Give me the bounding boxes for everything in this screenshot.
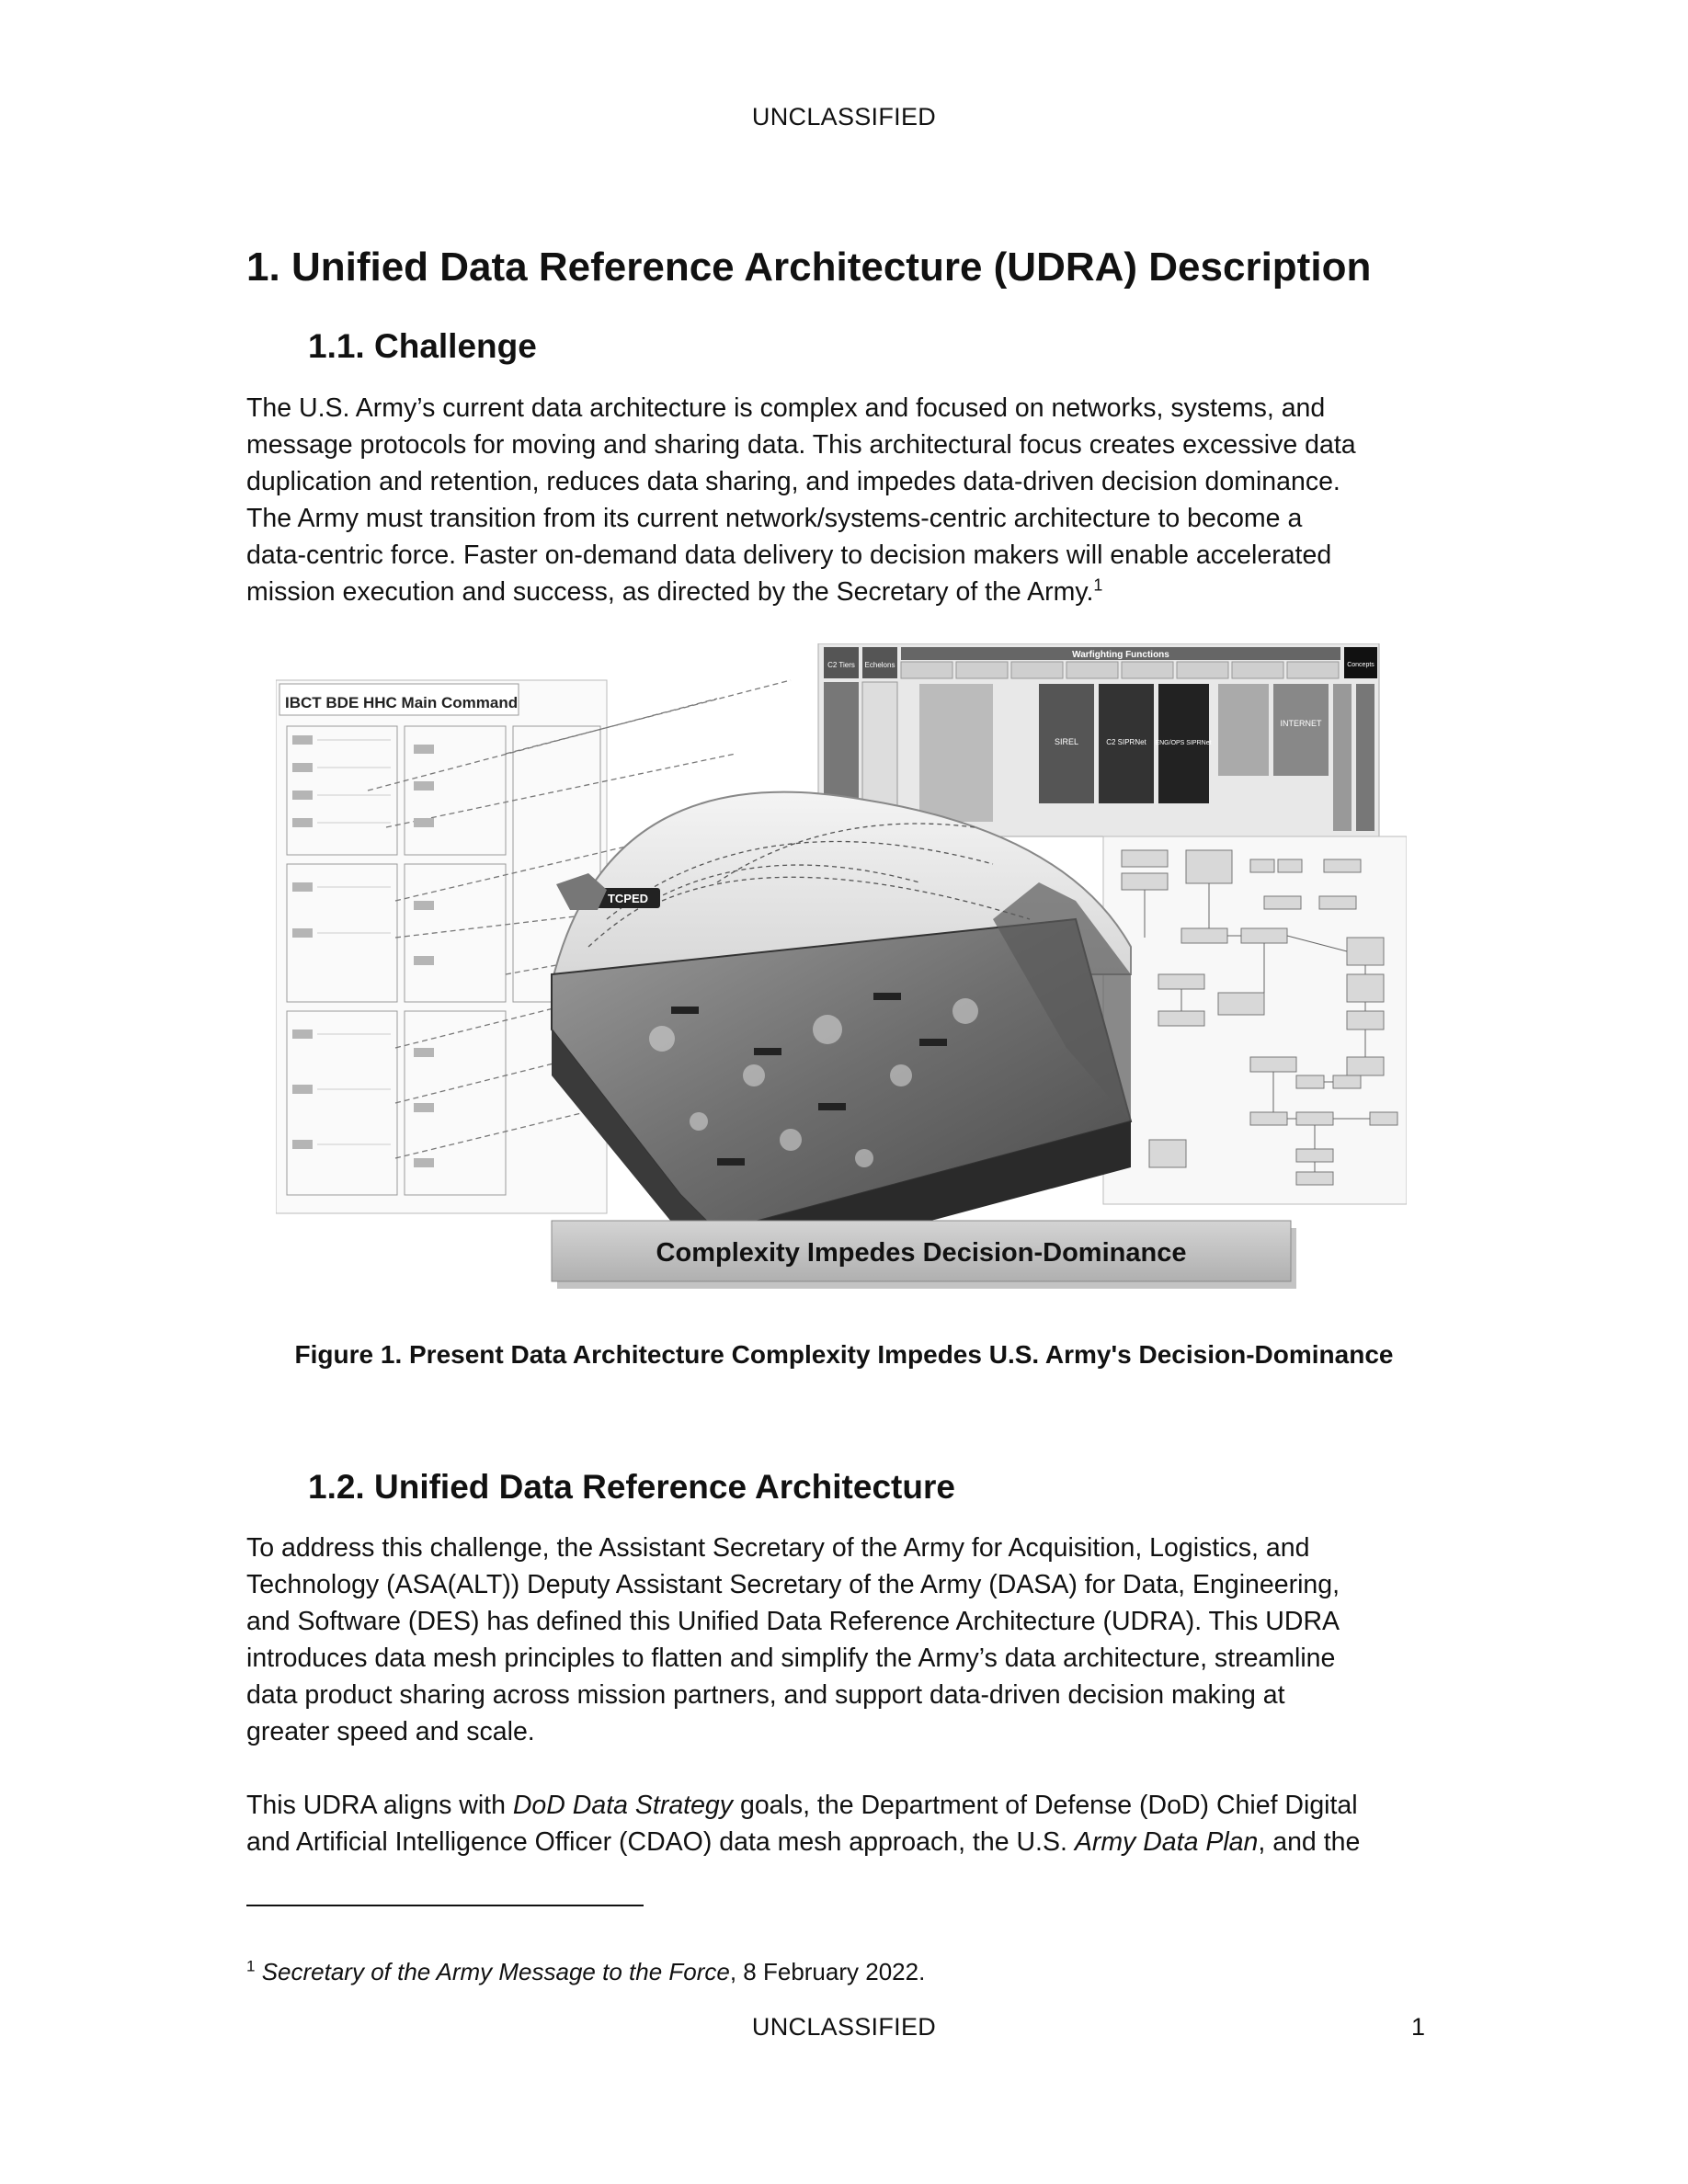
- text-line: The U.S. Army’s current data architecture is complex and focused on networks, systems, and: [246, 393, 1326, 423]
- sirel-label: SIREL: [1054, 737, 1079, 746]
- text-line: introduces data mesh principles to flatten and simplify the Army’s data architecture, streamline: [246, 1644, 1336, 1673]
- challenge-paragraph: [246, 390, 1442, 610]
- text-line: and Software (DES) has defined this Unified Data Reference Architecture (UDRA). This UDRA: [246, 1607, 1340, 1636]
- section-1-1-heading: [308, 327, 537, 366]
- concepts-label: Concepts: [1347, 662, 1374, 668]
- complexity-banner: [552, 1221, 1296, 1289]
- figure-1-illustration: [276, 643, 1407, 1296]
- tcped-label: TCPED: [607, 892, 649, 905]
- warfighting-functions-label: Warfighting Functions: [1072, 650, 1169, 660]
- figure-caption: Figure 1. Present Data Architecture Complexity Impedes U.S. Army's Decision-Dominance: [294, 1340, 1394, 1369]
- banner-text: Complexity Impedes Decision-Dominance: [656, 1238, 1187, 1268]
- text-run: and Artificial Intelligence Officer (CDAO) data mesh approach, the U.S.: [246, 1827, 1075, 1857]
- classification-marking-top: UNCLASSIFIED: [751, 103, 937, 131]
- text-line: Technology (ASA(ALT)) Deputy Assistant Secretary of the Army (DASA) for Data, Engineering,: [246, 1570, 1340, 1599]
- text-line: mission execution and success, as directed by the Secretary of the Army.: [246, 577, 1094, 607]
- section-1-2-heading: [308, 1468, 955, 1507]
- text-run: goals, the Department of Defense (DoD) Chief Digital: [733, 1791, 1358, 1820]
- internet-label: INTERNET: [1280, 719, 1322, 728]
- document-title-italic: DoD Data Strategy: [512, 1791, 734, 1820]
- text-line: The Army must transition from its current network/systems-centric architecture to become a: [246, 504, 1303, 533]
- section-title: Challenge: [374, 327, 537, 365]
- document-title-italic: Army Data Plan: [1074, 1827, 1259, 1857]
- battlefield-terrain-illustration: [552, 792, 1131, 1278]
- engops-siprnet-label: ENG/OPS SIPRNet: [1155, 740, 1212, 746]
- section-number: 1.1.: [308, 327, 365, 365]
- footnote-title: Secretary of the Army Message to the Force: [261, 1958, 730, 1985]
- c2-tiers-label: C2 Tiers: [827, 661, 855, 669]
- architecture-title: IBCT BDE HHC Main Command: [285, 694, 519, 711]
- section-number: 1.2.: [308, 1468, 365, 1506]
- text-line: [246, 1824, 1442, 1860]
- text-line: duplication and retention, reduces data sharing, and impedes data-driven decision dominance.: [246, 467, 1340, 496]
- text-line: data product sharing across mission partners, and support data-driven decision making at: [246, 1680, 1285, 1710]
- footnote-reference[interactable]: 1: [1093, 575, 1103, 595]
- text-line: greater speed and scale.: [246, 1717, 535, 1746]
- text-line: [246, 1787, 1442, 1824]
- text-line: data-centric force. Faster on-demand data delivery to decision makers will enable accelerated: [246, 540, 1332, 570]
- footnote-text: , 8 February 2022.: [729, 1958, 926, 1985]
- section-number: 1.: [246, 245, 280, 290]
- section-title: Unified Data Reference Architecture: [374, 1468, 955, 1506]
- section-title: Unified Data Reference Architecture (UDRA) Description: [291, 245, 1372, 290]
- udra-paragraph-1: [246, 1530, 1442, 1750]
- classification-marking-bottom: UNCLASSIFIED: [751, 2013, 937, 2041]
- c2-siprnet-label: C2 SIPRNet: [1106, 738, 1146, 746]
- text-line: To address this challenge, the Assistant Secretary of the Army for Acquisition, Logistics, and: [246, 1533, 1310, 1563]
- footnote-number: 1: [246, 1957, 256, 1975]
- footnote: [246, 1958, 925, 1986]
- udra-paragraph-2: [246, 1787, 1442, 1860]
- echelons-label: Echelons: [864, 661, 895, 669]
- footnote-separator: [246, 1905, 644, 1906]
- section-1-heading: [246, 245, 1371, 290]
- text-run: , and the: [1258, 1827, 1361, 1857]
- text-line: message protocols for moving and sharing data. This architectural focus creates excessive data: [246, 430, 1356, 460]
- page-number: 1: [1411, 2013, 1426, 2041]
- text-run: This UDRA aligns with: [246, 1791, 513, 1820]
